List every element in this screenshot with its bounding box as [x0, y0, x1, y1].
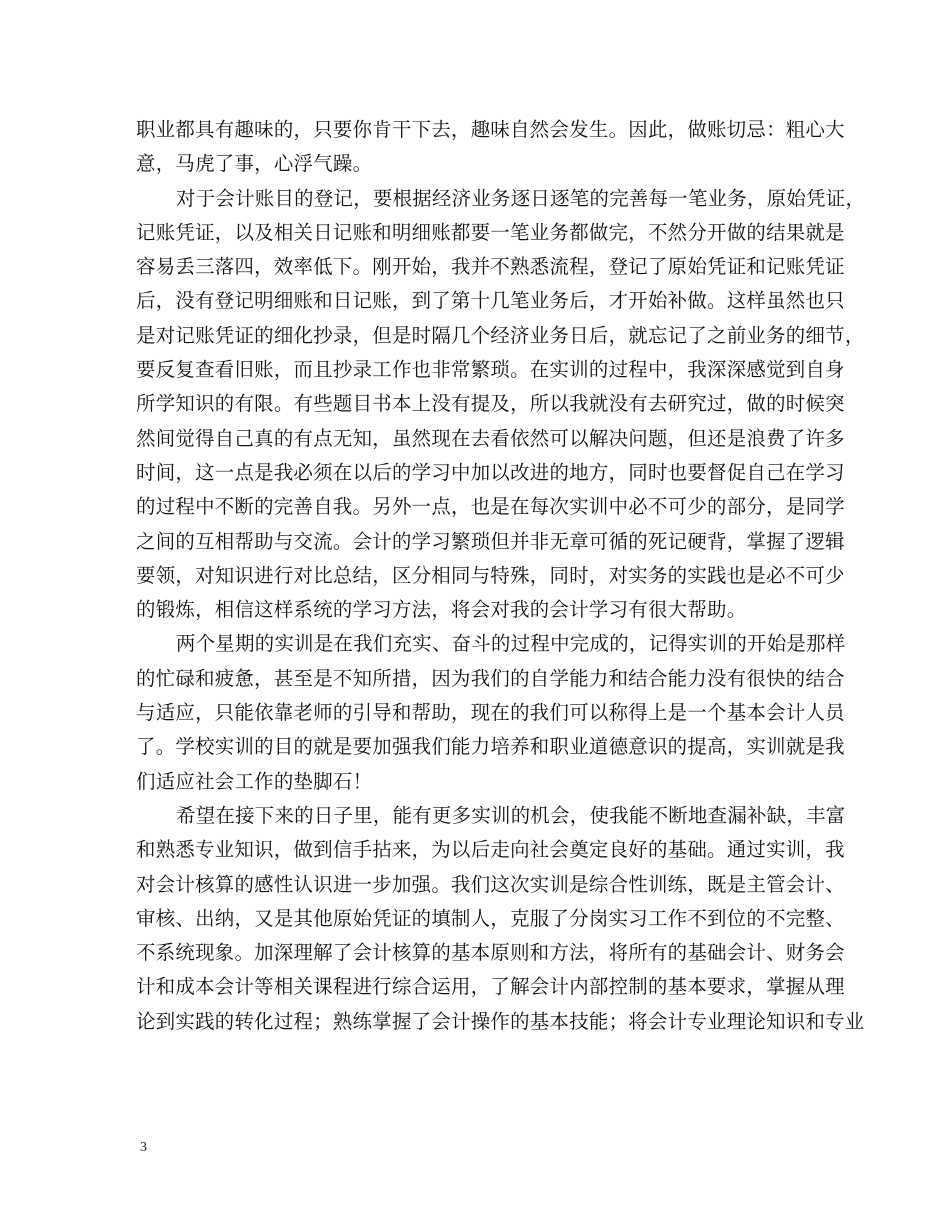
text-line: 记账凭证，以及相关日记账和明细账都要一笔业务都做完，不然分开做的结果就是 [136, 220, 845, 244]
page-number: 3 [140, 1140, 147, 1155]
text-line: 后，没有登记明细账和日记账，到了第十几笔业务后，才开始补做。这样虽然也只 [136, 289, 845, 313]
text-line: 时间，这一点是我必须在以后的学习中加以改进的地方，同时也要督促自己在学习 [136, 460, 845, 484]
text-line: 要领，对知识进行对比总结，区分相同与特殊，同时，对实务的实践也是必不可少 [136, 563, 845, 587]
paragraph-start-line: 希望在接下来的日子里，能有更多实训的机会，使我能不断地查漏补缺，丰富 [176, 803, 846, 827]
text-line: 与适应，只能依靠老师的引导和帮助，现在的我们可以称得上是一个基本会计人员 [136, 701, 845, 725]
paragraph-start-line: 两个星期的实训是在我们充实、奋斗的过程中完成的，记得实训的开始是那样 [176, 632, 846, 656]
text-line: 计和成本会计等相关课程进行综合运用，了解会计内部控制的基本要求，掌握从理 [136, 975, 845, 999]
text-line: 对会计核算的感性认识进一步加强。我们这次实训是综合性训练，既是主管会计、 [136, 872, 845, 896]
text-line: 不系统现象。加深理解了会计核算的基本原则和方法，将所有的基础会计、财务会 [136, 941, 845, 965]
text-line: 的过程中不断的完善自我。另外一点，也是在每次实训中必不可少的部分，是同学 [136, 495, 845, 519]
text-line: 的忙碌和疲惫，甚至是不知所措，因为我们的自学能力和结合能力没有很快的结合 [136, 666, 845, 690]
body-text [136, 113, 866, 1039]
text-line: 容易丢三落四，效率低下。刚开始，我并不熟悉流程，登记了原始凭证和记账凭证 [136, 255, 845, 279]
text-line: 了。学校实训的目的就是要加强我们能力培养和职业道德意识的提高，实训就是我 [136, 735, 845, 759]
text-line: 们适应社会工作的垫脚石！ [136, 769, 373, 793]
text-line: 所学知识的有限。有些题目书本上没有提及，所以我就没有去研究过，做的时候突 [136, 392, 845, 416]
text-line: 意，马虎了事，心浮气躁。 [136, 152, 373, 176]
text-line: 然间觉得自己真的有点无知，虽然现在去看依然可以解决问题，但还是浪费了许多 [136, 426, 845, 450]
text-line: 职业都具有趣味的，只要你肯干下去，趣味自然会发生。因此，做账切忌：粗心大 [136, 118, 845, 141]
text-line: 要反复查看旧账，而且抄录工作也非常繁琐。在实训的过程中，我深深感觉到自身 [136, 358, 845, 382]
text-line: 审核、出纳，又是其他原始凭证的填制人，克服了分岗实习工作不到位的不完整、 [136, 906, 845, 930]
paragraph-start-line: 对于会计账目的登记，要根据经济业务逐日逐笔的完善每一笔业务，原始凭证， [176, 186, 866, 210]
text-line: 论到实践的转化过程；熟练掌握了会计操作的基本技能；将会计专业理论知识和专业 [136, 1009, 865, 1033]
text-line: 的锻炼，相信这样系统的学习方法，将会对我的会计学习有很大帮助。 [136, 598, 747, 622]
text-line: 和熟悉专业知识，做到信手拈来，为以后走向社会奠定良好的基础。通过实训，我 [136, 838, 845, 862]
text-line: 是对记账凭证的细化抄录，但是时隔几个经济业务日后，就忘记了之前业务的细节， [136, 323, 865, 347]
text-line: 之间的互相帮助与交流。会计的学习繁琐但并非无章可循的死记硬背，掌握了逻辑 [136, 529, 845, 553]
